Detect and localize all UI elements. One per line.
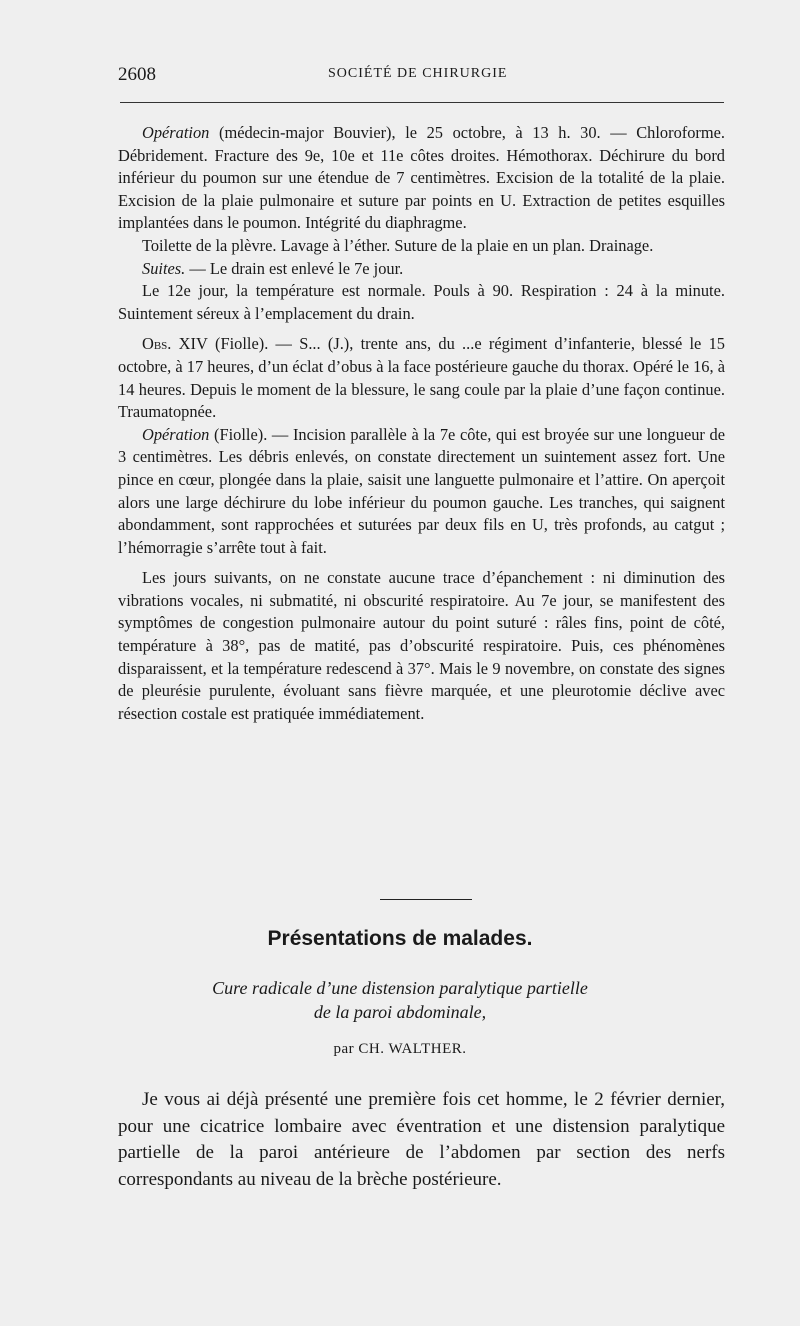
body-text [118,122,725,725]
paragraph-label: Opération [142,424,210,444]
header-rule [120,102,724,103]
paragraph-label: Suites. [142,258,186,278]
article-author: par CH. WALTHER. [333,1041,467,1057]
article-title [0,976,800,1024]
page-header [118,62,724,90]
paragraph-toilette: Toilette de la plèvre. Lavage à l’éther. Suture de la plaie en un plan. Drainage. [142,235,654,255]
article-title-line: Cure radicale d’une distension paralytique partielle [212,978,588,998]
intro-paragraph: Je vous ai déjà présenté une première fois cet homme, le 2 février dernier, pour une cicatrice lombaire avec éventration et une distension paralytique partielle de la paroi antérieure de l’abdomen par section des nerfs correspondants au niveau de la brèche postérieure. [118,1089,725,1190]
paragraph-obs-xiv: Obs. XIV (Fiolle). — S... (J.), trente ans, du ...e régiment d’infanterie, blessé le 15 octobre, à 17 heures, d’un éclat d’obus à la face postérieure gauche du thorax. Opéré le 16, à 14 heures. Depuis le moment de la blessure, le sang coule par la plaie d’une façon continue. Traumatopnée. [118,334,725,422]
paragraph-label: Opération [142,123,210,142]
page-number: 2608 [118,64,156,85]
paragraph-label: Obs. XIV [142,334,208,354]
paragraph-suites: Suites. — Le drain est enlevé le 7e jour. [142,258,404,278]
section-divider [380,899,472,900]
article-title-line: de la paroi abdominale, [313,1002,487,1022]
section-title: Présentations de malades. [267,927,533,950]
running-title: SOCIÉTÉ DE CHIRURGIE [328,66,508,81]
paragraph-operation-bouvier: Opération (médecin-major Bouvier), le 25 octobre, à 13 h. 30. — Chloroforme. Débridement. Fracture des 9e, 10e et 11e côtes droites. Hémothorax. Déchirure du bord inférieur du poumon sur une étendue de 7 centimètres. Excision de la totalité de la plaie. Excision de la plaie pulmonaire et suture par points en U. Extraction de petites esquilles implantées dans le poumon. Intégrité du diaphragme. [118,123,725,233]
paragraph-12e-jour: Le 12e jour, la température est normale. Pouls à 90. Respiration : 24 à la minute. Suintement séreux à l’emplacement du drain. [118,281,725,323]
paragraph-jours-suivants: Les jours suivants, on ne constate aucune trace d’épanchement : ni diminution des vibrations vocales, ni submatité, ni obscurité respiratoire. Au 7e jour, se manifestent des symptômes de congestion pulmonaire autour du point suturé : râles fins, point de côté, température à 38°, pas de matité, pas d’obscurité respiratoire. Puis, ces phénomènes disparaissent, et la température redescend à 37°. Mais le 9 novembre, on constate des signes de pleurésie purulente, évoluant sans fièvre marquée, et une pleurotomie déclive avec résection costale est pratiquée immédiatement. [118,568,725,723]
paragraph-operation-fiolle: Opération (Fiolle). — Incision parallèle à la 7e côte, qui est broyée sur une longueur de 3 centimètres. Les débris enlevés, on constate directement un suintement assez fort. Une pince en cœur, plongée dans la plaie, saisit une languette pulmonaire et l’attire. On aperçoit alors une large déchirure du lobe inférieur du poumon gauche. Les tranches, qui saignent abondamment, sont rapprochées et suturées par deux fils en U, très profonds, au catgut ; l’hémorragie s’arrête tout à fait. [118,424,725,557]
